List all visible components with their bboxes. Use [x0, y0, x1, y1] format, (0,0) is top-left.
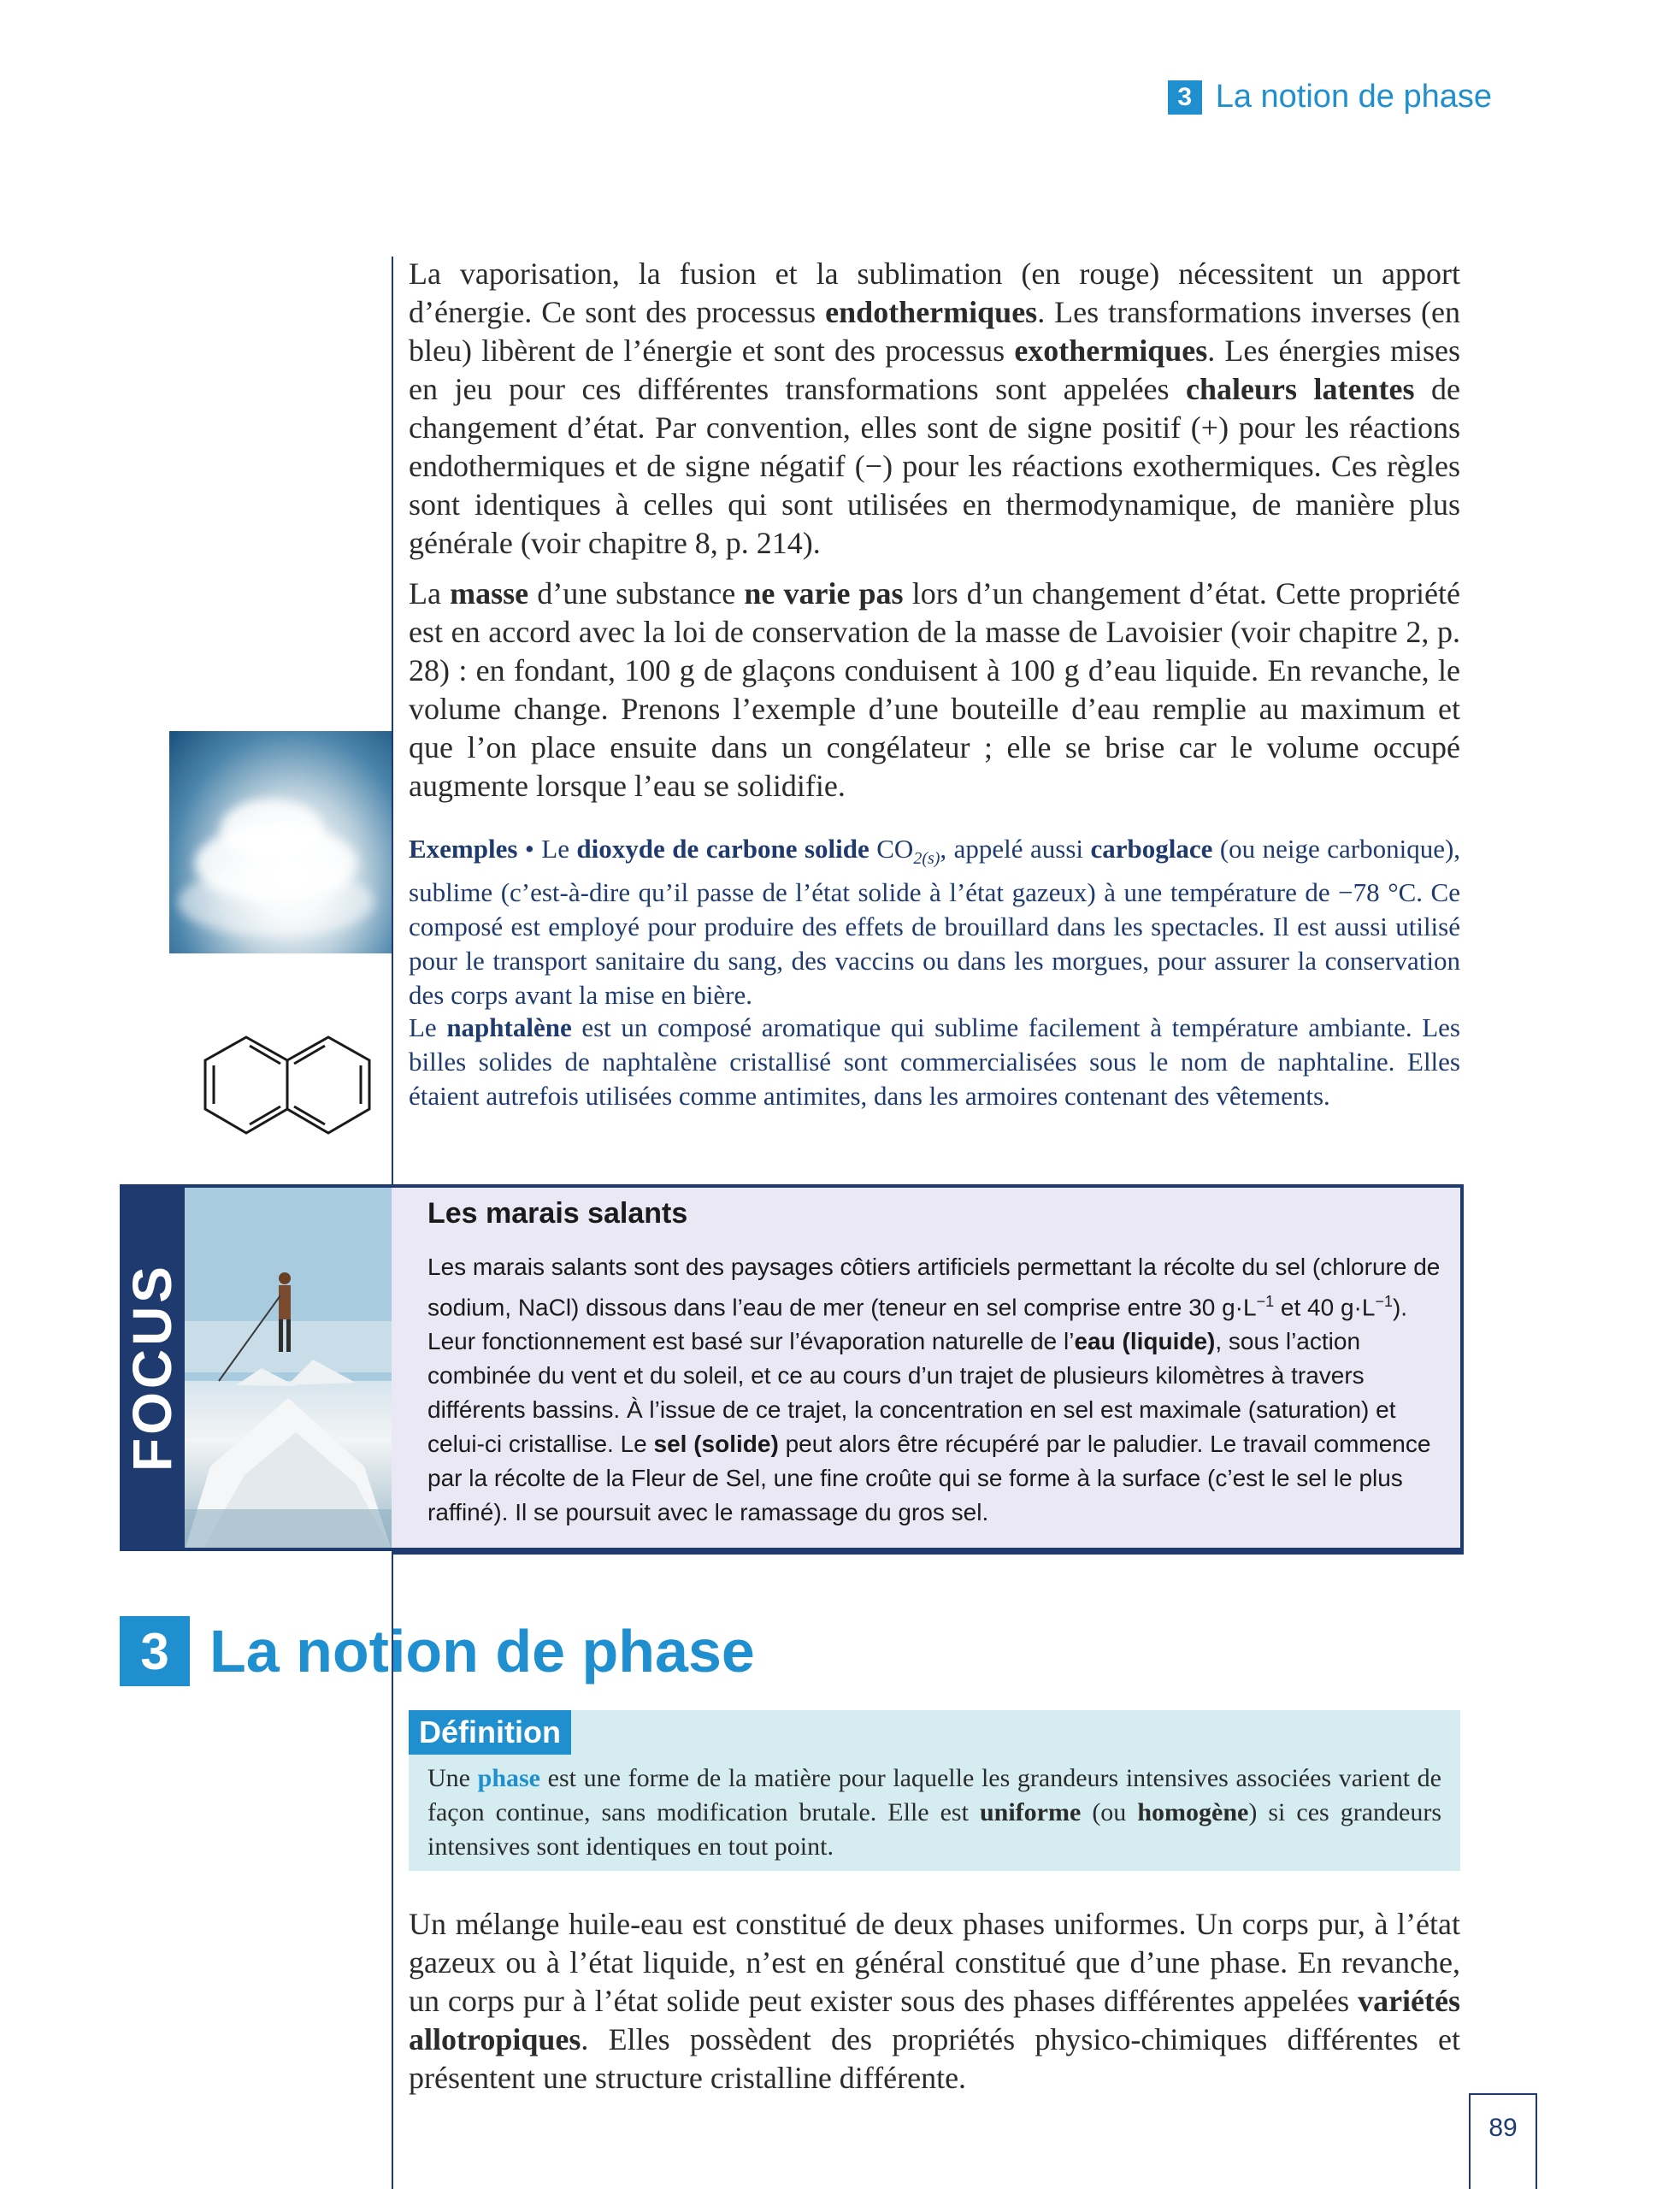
running-header: [1168, 79, 1492, 115]
definition-tag: Définition: [409, 1710, 571, 1755]
dry-ice-photo: [169, 731, 392, 953]
paragraph-allotropic: Un mélange huile-eau est constitué de deux phases uniformes. Un corps pur, à l’état gazeux ou à l’état liquide, n’est en général constitué que d’une phase. En revanche, un corps pur à l’état solide peut exister sous des phases différentes appelées variétés allotropiques. Elles possèdent des propriétés physico-chimiques différentes et présentent une structure cristalline différente.: [409, 1907, 1460, 2095]
running-header-title: La notion de phase: [1215, 79, 1492, 115]
naphthalene-structure: [195, 1030, 374, 1142]
section-number: 3: [120, 1616, 190, 1686]
example-dry-ice: Exemples • Le dioxyde de carbone solide $CO_{2(s)}$, appelé aussi carboglace (ou neige carbonique), sublime (c’est-à-dire qu’il passe de l’état solide à l’état gazeux) à une température de −78 °C. Ce composé est employé pour produire des effets de brouillard dans les spectacles. Il est aussi utilisé pour le transport sanitaire du sang, des vaccins ou dans les morgues, pour assurer la conservation des corps avant la mise en bière.: [409, 834, 1461, 1011]
section-title: La notion de phase: [209, 1618, 755, 1685]
page-number: 89: [1469, 2093, 1537, 2189]
paragraph-mass: La masse d’une substance ne varie pas lors d’un changement d’état. Cette propriété est en accord avec la loi de conservation de la masse de Lavoisier (voir chapitre 2, p. 28) : en fondant, 100 g de glaçons conduisent à 100 g d’eau liquide. En revanche, le volume change. Prenons l’exemple d’une bouteille d’eau remplie au maximum et que l’on place ensuite dans un congélateur ; elle se brise car le volume occupé augmente lorsque l’eau se solidifie.: [409, 576, 1461, 803]
definition-text: Une phase est une forme de la matière pour laquelle les grandeurs intensives associées varient de façon continue, sans modification brutale. Elle est uniforme (ou homogène) si ces grandeurs intensives sont identiques en tout point.: [427, 1764, 1442, 1861]
focus-label: FOCUS: [120, 1184, 185, 1550]
focus-title: Les marais salants: [427, 1197, 688, 1230]
paragraph-energy: La vaporisation, la fusion et la sublimation (en rouge) nécessitent un apport d’énergie. Ce sont des processus endothermiques. Les transformations inverses (en bleu) libèrent de l’énergie et sont des processus exothermiques. Les énergies mises en jeu pour ces différentes transformations sont appelées chaleurs latentes de changement d’état. Par convention, elles sont de signe positif (+) pour les réactions endothermiques et de signe négatif (−) pour les réactions exothermiques. Ces règles sont identiques à celles qui sont utilisées en thermodynamique, de manière plus générale (voir chapitre 8, p. 214).: [409, 257, 1460, 560]
running-header-number: 3: [1168, 80, 1202, 115]
salt-marsh-photo: [185, 1184, 392, 1550]
example-naphthalene: Le naphtalène est un composé aromatique qui sublime facilement à température ambiante. Les billes solides de naphtalène cristallisé sont commercialisées sous le nom de naphtaline. Elles étaient autrefois utilisées comme antimites, dans les armoires contenant des vêtements.: [409, 1012, 1460, 1111]
focus-text: Les marais salants sont des paysages côtiers artificiels permettant la récolte du sel (chlorure de sodium, NaCl) dissous dans l’eau de mer (teneur en sel comprise entre 30 $g\cdot L^{-1}$ et 40 $g\cdot L^{-1}$). Leur fonctionnement est basé sur l’évaporation naturelle de l’eau (liquide), sous l’action combinée du vent et du soleil, et ce au cours d’un trajet de plusieurs kilomètres à travers différents bassins. À l’issue de ce trajet, la concentration en sel est maximale (saturation) et celui-ci cristallise. Le sel (solide) peut alors être récupéré par le paludier. Le travail commence par la récolte de la Fleur de Sel, une fine croûte qui se forme à la surface (c’est le sel le plus raffiné). Il se poursuit avec le ramassage du gros sel.: [427, 1254, 1441, 1526]
